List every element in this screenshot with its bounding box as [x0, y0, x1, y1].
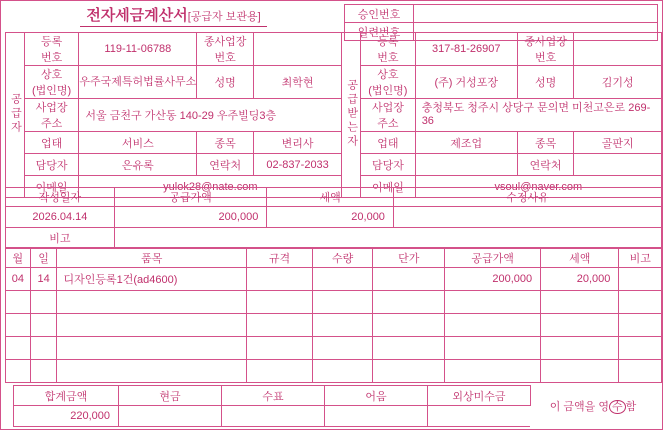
item-note[interactable] — [619, 291, 662, 314]
table-row — [6, 66, 662, 99]
buyer-item-value[interactable]: 골판지 — [574, 132, 662, 154]
table-row — [6, 207, 662, 228]
items-header-spec: 규격 — [246, 248, 312, 268]
summary-date-label: 작성일자 — [6, 188, 115, 207]
buyer-email-value[interactable]: vsoul@naver.com — [415, 176, 661, 198]
table-row — [345, 5, 658, 23]
buyer-bizplace-label — [517, 33, 574, 66]
item-day[interactable] — [30, 314, 57, 337]
buyer-address-value[interactable]: 충청북도 청주시 상당구 문의면 미천고은로 269-36 — [415, 99, 661, 132]
item-month[interactable] — [6, 337, 31, 360]
items-header-day: 일 — [30, 248, 57, 268]
totals-header-cash: 현금 — [119, 386, 222, 406]
item-name[interactable]: 디자인등록1건(ad4600) — [57, 268, 247, 291]
receipt-statement-suffix: 함 — [625, 401, 637, 413]
table-row — [6, 188, 662, 207]
table-row — [6, 99, 662, 132]
serial-no-label: 일련번호 — [345, 23, 414, 41]
table-row — [6, 228, 662, 249]
items-table — [5, 247, 662, 383]
item-price[interactable] — [373, 291, 445, 314]
summary-table — [5, 187, 662, 249]
summary-supply-label: 공급가액 — [114, 188, 267, 207]
buyer-ceo-label: 성명 — [517, 66, 574, 99]
buyer-bizplace-label-line1: 종사업장 — [524, 36, 567, 48]
item-price[interactable] — [373, 360, 445, 383]
item-note[interactable] — [619, 360, 662, 383]
document-title-text: 전자세금계산서 — [86, 7, 188, 24]
supplier-tel-value[interactable]: 02-837-2033 — [253, 154, 341, 176]
supplier-reg-no-value[interactable]: 119-11-06788 — [79, 33, 197, 66]
table-row — [6, 248, 662, 268]
buyer-company-label-line2: (법인명) — [368, 85, 408, 97]
supplier-item-value[interactable]: 변리사 — [253, 132, 341, 154]
item-price[interactable] — [373, 314, 445, 337]
items-header-note: 비고 — [619, 248, 662, 268]
item-supply-amount[interactable] — [445, 314, 541, 337]
summary-supply-value[interactable]: 200,000 — [114, 207, 267, 228]
item-tax[interactable] — [541, 314, 619, 337]
items-header-supply: 공급가액 — [445, 248, 541, 268]
item-qty[interactable] — [313, 291, 373, 314]
supplier-tel-label: 연락처 — [197, 154, 254, 176]
buyer-side-label-text: 공급받는자 — [345, 78, 358, 149]
item-month[interactable] — [6, 314, 31, 337]
receipt-statement-circle: 수 — [609, 400, 626, 414]
buyer-type-label: 업태 — [361, 132, 416, 154]
table-row — [6, 337, 662, 360]
buyer-ceo-value[interactable]: 김기성 — [574, 66, 662, 99]
item-note[interactable] — [619, 314, 662, 337]
buyer-company-label-line1: 상호 — [377, 69, 399, 81]
supplier-side-label-text: 공급자 — [9, 92, 22, 135]
item-spec[interactable] — [246, 360, 312, 383]
item-spec[interactable] — [246, 268, 312, 291]
totals-value-total[interactable]: 220,000 — [14, 406, 119, 427]
supplier-email-label: 이메일 — [24, 176, 79, 198]
summary-tax-label: 세액 — [267, 188, 394, 207]
supplier-email-value[interactable]: yulok28@nate.com — [79, 176, 342, 198]
totals-value-check[interactable] — [222, 406, 325, 427]
supplier-address-value[interactable]: 서울 금천구 가산동 140-29 우주빌딩3층 — [79, 99, 342, 132]
supplier-company-label-line2: (법인명) — [32, 85, 72, 97]
items-header-name: 품목 — [57, 248, 247, 268]
item-month[interactable]: 04 — [6, 268, 31, 291]
supplier-type-label: 업태 — [24, 132, 79, 154]
receipt-statement — [531, 386, 656, 427]
buyer-tel-label: 연락처 — [517, 154, 574, 176]
item-note[interactable] — [619, 337, 662, 360]
item-tax[interactable] — [541, 360, 619, 383]
table-row — [6, 154, 662, 176]
summary-note-value[interactable] — [114, 228, 661, 249]
item-supply-amount[interactable]: 200,000 — [445, 268, 541, 291]
item-month[interactable] — [6, 360, 31, 383]
supplier-reg-no-label — [24, 33, 79, 66]
totals-value-credit[interactable] — [428, 406, 531, 427]
totals-value-note-bill[interactable] — [325, 406, 428, 427]
supplier-company-value[interactable] — [79, 66, 197, 99]
item-qty[interactable] — [313, 360, 373, 383]
item-supply-amount[interactable] — [445, 360, 541, 383]
totals-header-credit: 외상미수금 — [428, 386, 531, 406]
supplier-address-label-line1: 사업장 — [35, 102, 68, 114]
receipt-statement-prefix: 이 금액을 영 — [549, 401, 609, 413]
items-header-qty: 수량 — [313, 248, 373, 268]
document-title-area — [1, 1, 346, 29]
supplier-company-text: 우주국제특허법률사무소 — [79, 75, 197, 88]
buyer-address-label — [361, 99, 416, 132]
supplier-reg-no-label-line1: 등록 — [40, 36, 63, 48]
buyer-company-label — [361, 66, 416, 99]
table-row — [6, 360, 662, 383]
totals-header-check: 수표 — [222, 386, 325, 406]
buyer-type-value[interactable]: 제조업 — [415, 132, 517, 154]
supplier-address-label-line2: 주소 — [40, 118, 63, 130]
items-header-price: 단가 — [373, 248, 445, 268]
table-row — [6, 132, 662, 154]
summary-note-label: 비고 — [6, 228, 115, 249]
table-row — [6, 33, 662, 66]
buyer-side-label — [342, 33, 361, 198]
item-tax[interactable]: 20,000 — [541, 268, 619, 291]
supplier-bizplace-label-line2: 번호 — [214, 52, 236, 64]
supplier-bizplace-label — [197, 33, 254, 66]
totals-header-note-bill: 어음 — [325, 386, 428, 406]
items-header-month: 월 — [6, 248, 31, 268]
summary-reason-label: 수정사유 — [393, 188, 661, 207]
supplier-manager-label: 담당자 — [24, 154, 79, 176]
buyer-bizplace-label-line2: 번호 — [534, 52, 557, 64]
buyer-reg-no-label — [361, 33, 416, 66]
item-price[interactable] — [373, 337, 445, 360]
buyer-reg-no-label-line2: 번호 — [377, 52, 399, 64]
table-row — [14, 386, 656, 406]
supplier-type-value[interactable]: 서비스 — [79, 132, 197, 154]
table-row — [6, 291, 662, 314]
item-price[interactable] — [373, 268, 445, 291]
item-name[interactable] — [57, 360, 247, 383]
buyer-company-value[interactable]: (주) 거성포장 — [415, 66, 517, 99]
item-month[interactable] — [6, 291, 31, 314]
table-row — [6, 314, 662, 337]
item-spec[interactable] — [246, 337, 312, 360]
approval-no-value[interactable] — [414, 5, 658, 23]
supplier-address-label — [24, 99, 79, 132]
supplier-ceo-value[interactable]: 최학현 — [253, 66, 341, 99]
totals-header-total: 합계금액 — [14, 386, 119, 406]
supplier-item-label: 종목 — [197, 132, 254, 154]
buyer-bizplace-value[interactable] — [574, 33, 662, 66]
item-tax[interactable] — [541, 291, 619, 314]
item-supply-amount[interactable] — [445, 291, 541, 314]
buyer-reg-no-label-line1: 등록 — [377, 36, 399, 48]
supplier-reg-no-label-line2: 번호 — [40, 52, 63, 64]
totals-value-cash[interactable] — [119, 406, 222, 427]
item-note[interactable] — [619, 268, 662, 291]
supplier-ceo-label: 성명 — [197, 66, 254, 99]
buyer-tel-value[interactable] — [574, 154, 662, 176]
buyer-manager-value[interactable] — [415, 154, 517, 176]
supplier-bizplace-label-line1: 종사업장 — [203, 36, 247, 48]
summary-reason-value[interactable] — [393, 207, 661, 228]
supplier-bizplace-value[interactable] — [253, 33, 341, 66]
item-qty[interactable] — [313, 268, 373, 291]
table-row — [6, 268, 662, 291]
buyer-address-label-line2: 주소 — [377, 118, 399, 130]
item-qty[interactable] — [313, 337, 373, 360]
item-name[interactable] — [57, 314, 247, 337]
approval-no-label: 승인번호 — [345, 5, 414, 23]
item-day[interactable] — [30, 360, 57, 383]
buyer-reg-no-value[interactable]: 317-81-26907 — [415, 33, 517, 66]
parties-table — [5, 32, 662, 198]
item-name[interactable] — [57, 337, 247, 360]
totals-table — [13, 385, 656, 427]
document-title-sub: [공급자 보관용] — [187, 11, 261, 23]
supplier-manager-value[interactable]: 은유록 — [79, 154, 197, 176]
summary-date-value[interactable]: 2026.04.14 — [6, 207, 115, 228]
items-header-tax: 세액 — [541, 248, 619, 268]
supplier-company-label-line1: 상호 — [40, 69, 63, 81]
summary-tax-value[interactable]: 20,000 — [267, 207, 394, 228]
supplier-company-label — [24, 66, 79, 99]
item-spec[interactable] — [246, 314, 312, 337]
supplier-side-label — [6, 33, 25, 198]
page-title — [80, 3, 266, 27]
item-qty[interactable] — [313, 314, 373, 337]
item-day[interactable] — [30, 291, 57, 314]
item-day[interactable]: 14 — [30, 268, 57, 291]
item-name[interactable] — [57, 291, 247, 314]
buyer-email-label: 이메일 — [361, 176, 416, 198]
buyer-manager-label: 담당자 — [361, 154, 416, 176]
buyer-address-label-line1: 사업장 — [371, 102, 404, 114]
item-spec[interactable] — [246, 291, 312, 314]
item-tax[interactable] — [541, 337, 619, 360]
item-day[interactable] — [30, 337, 57, 360]
item-supply-amount[interactable] — [445, 337, 541, 360]
buyer-item-label: 종목 — [517, 132, 574, 154]
